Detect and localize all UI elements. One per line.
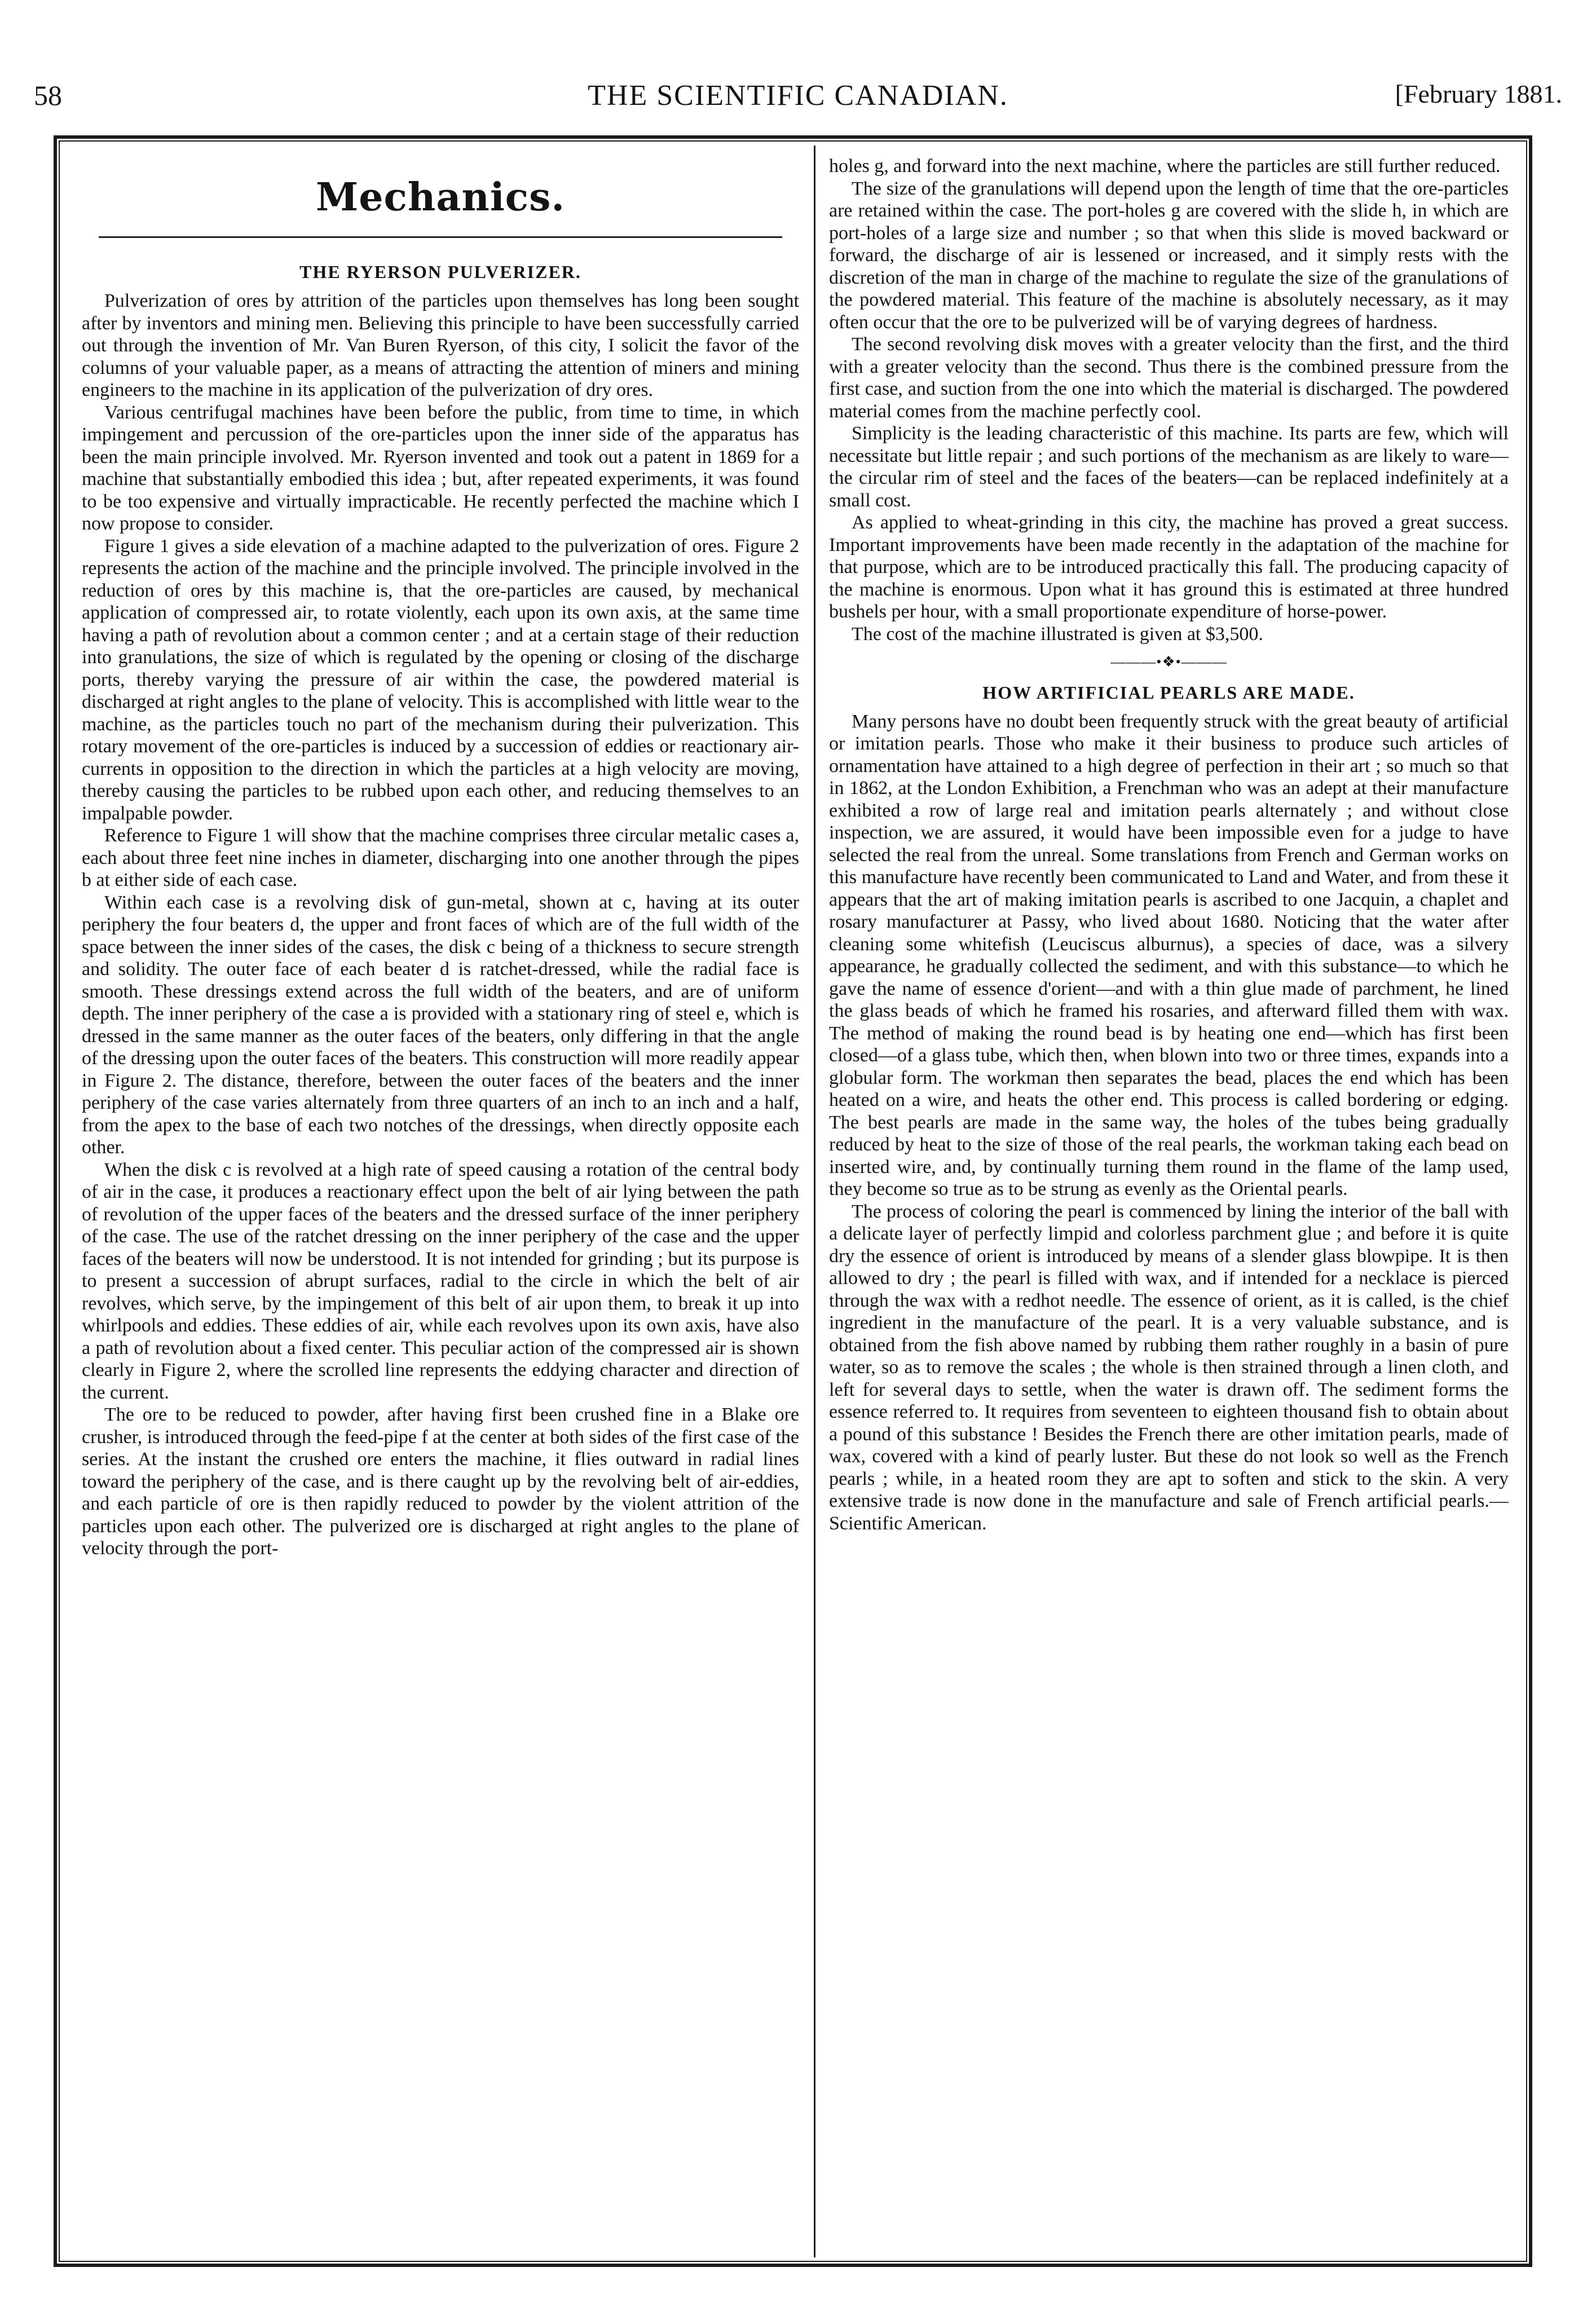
publication-title: THE SCIENTIFIC CANADIAN. [588, 80, 1008, 112]
section-rule [99, 236, 782, 238]
column-divider [814, 145, 815, 2257]
issue-date: [February 1881. [1395, 80, 1562, 108]
left-column [82, 155, 799, 2253]
paragraph: The second revolving disk moves with a greater velocity than the first, and the third with a greater velocity than the second. Thus there is the combined pressure from the first case, and suction from the one into which the material is discharged. The powdered material comes from the machine perfectly cool. [829, 334, 1509, 422]
article-title-pearls: HOW ARTIFICIAL PEARLS ARE MADE. [982, 682, 1355, 703]
paragraph: Many persons have no doubt been frequently struck with the great beauty of artificial or imitation pearls. Those who make it their business to produce such articles of ornamentation have attained to a high degree of perfection in their art ; so much so that in 1862, at the London Exhibition, a Frenchman who was an adept at their manufacture exhibited a row of large real and imitation pearls alternately ; and without close inspection, we are assured, it would have been impossible even for a judge to have selected the real from the unreal. Some translations from French and German works on this manufacture have recently been communicated to Land and Water, and from these it appears that the art of making imitation pearls is ascribed to one Jacquin, a chaplet and rosary manufacturer at Passy, who lived about 1680. Noticing that the water after cleaning some whitefish (Leuciscus alburnus), a species of dace, was a silvery appearance, he gradually collected the sediment, and with this substance—to which he gave the name of essence d'orient—and with a thin glue made of parchment, he lined the glass beads of which he framed his rosaries, and afterward filled them with wax. The method of making the round bead is by heating one end—which has first been closed—of a glass tube, which then, when blown into two or three times, expands into a globular form. The workman then separates the bead, places the end which has been heated on a wire, and heats the other end. This process is called bordering or edging. The best pearls are made in the same way, the holes of the tubes being gradually reduced by heat to the size of those of the real pearls, the workman taking each bead on inserted wire, and, by continually turning them round in the flame of the lamp used, they become so true as to be strung as evenly as the Oriental pearls. [829, 711, 1509, 1199]
paragraph: Figure 1 gives a side elevation of a machine adapted to the pulverization of ores. Figure 2 represents the action of the machine and the principle involved. The principle involved in the reduction of ores by this machine is, that the ore-particles are caused, by mechanical application of compressed air, to rotate violently, each upon its own axis, at the same time having a path of revolution about a common center ; and at a certain stage of their reduction into granulations, the size of which is regulated by the opening or closing of the discharge ports, thereby varying the pressure of air within the case, the powdered material is discharged at right angles to the plane of velocity. This is accomplished with little wear to the machine, as the particles touch no part of the mechanism during their pulverization. This rotary movement of the ore-particles is induced by a succession of eddies or reactionary air-currents in opposition to the direction in which the particles at a high velocity are moving, thereby causing the particles to be rubbed upon each other, and reducing themselves to an impalpable powder. [82, 535, 799, 824]
paragraph: Within each case is a revolving disk of gun-metal, shown at c, having at its outer periphery the four beaters d, the upper and front faces of which are of the full width of the space between the inner sides of the cases, the disk c being of a thickness to secure strength and solidity. The outer face of each beater d is ratchet-dressed, while the radial face is smooth. These dressings extend across the full width of the beaters, and are of uniform depth. The inner periphery of the case a is provided with a stationary ring of steel e, which is dressed in the same manner as the outer faces of the beaters, only differing in that the angle of the dressing upon the outer faces of the beaters. This construction will more readily appear in Figure 2. The distance, therefore, between the outer faces of the beaters and the inner periphery of the case varies alternately from three quarters of an inch to an inch and a half, from the apex to the base of each two notches of the dressings, when directly opposite each other. [82, 892, 799, 1158]
paragraph: When the disk c is revolved at a high rate of speed causing a rotation of the central body of air in the case, it produces a reactionary effect upon the belt of air lying between the path of revolution of the upper faces of the beaters and the dressed surface of the inner periphery of the case. The use of the ratchet dressing on the inner periphery of the case and the upper faces of the beaters will now be understood. It is not intended for grinding ; but its purpose is to present a succession of abrupt surfaces, radial to the circle in which the belt of air revolves, which serve, by the impingement of this belt of air upon them, to break it up into whirlpools and eddies. These eddies of air, while each revolves upon its own axis, have also a path of revolution about a fixed center. This peculiar action of the compressed air is shown clearly in Figure 2, where the scrolled line represents the eddying character and direction of the current. [82, 1159, 799, 1403]
right-column [829, 155, 1509, 2253]
section-heading: Mechanics. [315, 175, 566, 220]
article-title-pulverizer: THE RYERSON PULVERIZER. [299, 262, 581, 282]
paragraph: The cost of the machine illustrated is given at $3,500. [852, 623, 1263, 645]
paragraph: Various centrifugal machines have been before the public, from time to time, in which impingement and percussion of the ore-particles upon the inner side of the apparatus has been the main principle involved. Mr. Ryerson invented and took out a patent in 1869 for a machine that substantially embodied this idea ; but, after repeated experiments, it was found to be too expensive and virtually impracticable. He recently perfected the machine which I now propose to consider. [82, 402, 799, 534]
paragraph: As applied to wheat-grinding in this city, the machine has proved a great success. Important improvements have been made recently in the adaptation of the machine for that purpose, which are to be introduced practically this fall. The producing capacity of the machine is enormous. Upon what it has ground this is estimated at three hundred bushels per hour, with a small proportionate expenditure of horse-power. [829, 512, 1509, 622]
paragraph: The ore to be reduced to powder, after having first been crushed fine in a Blake ore crusher, is introduced through the feed-pipe f at the center at both sides of the first case of the series. At the instant the crushed ore enters the machine, it flies outward in radial lines toward the periphery of the case, and is there caught up by the revolving belt of air-eddies, and each particle of ore is then rapidly reduced to powder by the violent attrition of the particles upon each other. The pulverized ore is discharged at right angles to the plane of velocity through the port- [82, 1404, 799, 1559]
ornament-divider: ———•❖•——— [1110, 654, 1227, 670]
paragraph: Reference to Figure 1 will show that the machine comprises three circular metalic cases a, each about three feet nine inches in diameter, discharging into one another through the pipes b at either side of each case. [82, 825, 799, 890]
page-number: 58 [34, 80, 62, 111]
paragraph: Pulverization of ores by attrition of the particles upon themselves has long been sought after by inventors and mining men. Believing this principle to have been successfully carried out through the invention of Mr. Van Buren Ryerson, of this city, I solicit the favor of the columns of your valuable paper, as a means of attracting the attention of miners and mining engineers to the machine in its application of the pulverization of dry ores. [82, 290, 799, 400]
paragraph: The size of the granulations will depend upon the length of time that the ore-particles are retained within the case. The port-holes g are covered with the slide h, in which are port-holes of a large size and number ; so that when this slide is moved backward or forward, the discharge of air is lessened or increased, and it simply rests with the discretion of the man in charge of the machine to regulate the size of the granulations of the powdered material. This feature of the machine is absolutely necessary, as it may often occur that the ore to be pulverized will be of varying degrees of hardness. [829, 178, 1509, 333]
paragraph: The process of coloring the pearl is commenced by lining the interior of the ball with a delicate layer of perfectly limpid and colorless parchment glue ; and before it is quite dry the essence of orient is introduced by means of a slender glass blowpipe. It is then allowed to dry ; the pearl is filled with wax, and if intended for a necklace is pierced through the wax with a redhot needle. The essence of orient, as it is called, is the chief ingredient in the manufacture of the pearl. It is a very valuable substance, and is obtained from the fish above named by rubbing them rather roughly in a basin of pure water, so as to remove the scales ; the whole is then strained through a linen cloth, and left for several days to settle, when the water is drawn off. The sediment forms the essence referred to. It requires from seventeen to eighteen thousand fish to obtain about a pound of this substance ! Besides the French there are other imitation pearls, made of wax, covered with a kind of pearly luster. But these do not look so well as the French pearls ; while, in a heated room they are apt to soften and stick to the skin. A very extensive trade is now done in the manufacture and sale of French artificial pearls.—Scientific American. [829, 1201, 1509, 1534]
page-header [34, 79, 1562, 124]
paragraph-continuation: holes g, and forward into the next machine, where the particles are still further reduced. [829, 156, 1501, 177]
paragraph: Simplicity is the leading characteristic of this machine. Its parts are few, which will necessitate but little repair ; and such portions of the mechanism as are likely to ware—the circular rim of steel and the faces of the beaters—can be replaced indefinitely at a small cost. [829, 423, 1509, 511]
